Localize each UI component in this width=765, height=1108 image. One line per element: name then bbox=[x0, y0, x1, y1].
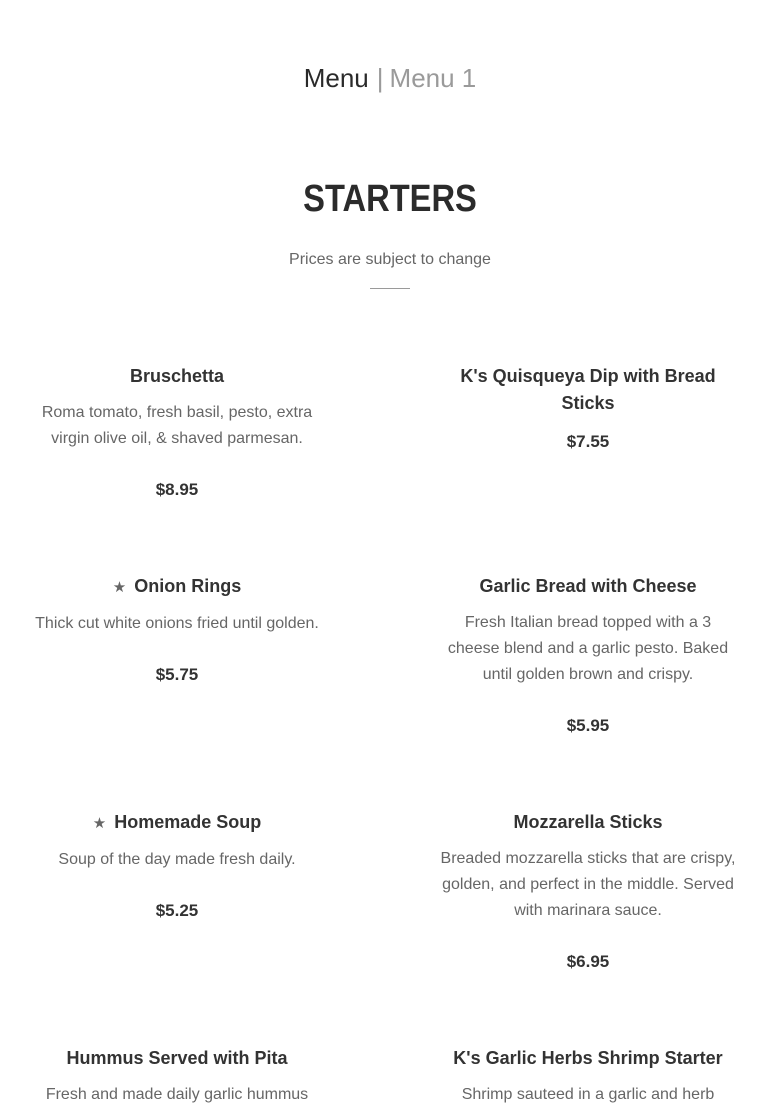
item-description: Soup of the day made fresh daily. bbox=[58, 851, 296, 868]
menu-item-mozzarella-sticks bbox=[423, 809, 753, 974]
item-description: Thick cut white onions fried until golden. bbox=[35, 615, 319, 632]
item-name: Homemade Soup bbox=[114, 812, 262, 832]
menu-item-homemade-soup bbox=[12, 809, 342, 923]
menu-item-bruschetta bbox=[12, 363, 342, 502]
item-name: Onion Rings bbox=[134, 576, 242, 596]
item-price: $5.25 bbox=[155, 901, 199, 920]
breadcrumb-menu-link[interactable]: Menu bbox=[303, 63, 369, 93]
breadcrumb-separator: | bbox=[376, 63, 384, 93]
menu-item-onion-rings bbox=[12, 573, 342, 687]
item-name: K's Garlic Herbs Shrimp Starter bbox=[453, 1048, 723, 1068]
section-title: STARTERS bbox=[303, 178, 477, 220]
item-name-row bbox=[12, 573, 342, 601]
item-name-row bbox=[12, 809, 342, 837]
section-note: Prices are subject to change bbox=[289, 251, 491, 268]
item-price: $8.95 bbox=[155, 480, 199, 499]
item-price: $6.95 bbox=[566, 952, 610, 971]
item-description: Fresh and made daily garlic hummus bbox=[45, 1086, 309, 1103]
breadcrumb bbox=[0, 60, 765, 96]
menu-item-quisqueya-dip bbox=[423, 363, 753, 454]
menu-item-hummus bbox=[12, 1045, 342, 1108]
item-name: K's Quisqueya Dip with Bread Sticks bbox=[460, 366, 716, 413]
item-name: Hummus Served with Pita bbox=[66, 1048, 288, 1068]
item-price: $5.75 bbox=[155, 665, 199, 684]
item-name: Garlic Bread with Cheese bbox=[479, 576, 697, 596]
breadcrumb-current: Menu 1 bbox=[389, 63, 477, 93]
star-icon: ★ bbox=[112, 579, 127, 596]
item-price: $7.55 bbox=[566, 432, 610, 451]
item-name: Bruschetta bbox=[129, 366, 225, 386]
menu-item-garlic-bread bbox=[423, 573, 753, 738]
item-description: Breaded mozzarella sticks that are crispy, golden, and perfect in the middle. Served with marinara sauce. bbox=[440, 850, 736, 919]
item-description: Fresh Italian bread topped with a 3 cheese blend and a garlic pesto. Baked until golden brown and crispy. bbox=[447, 614, 729, 683]
menu-item-garlic-herbs-shrimp bbox=[423, 1045, 753, 1108]
item-name: Mozzarella Sticks bbox=[513, 812, 663, 832]
star-icon: ★ bbox=[92, 815, 107, 832]
item-description: Roma tomato, fresh basil, pesto, extra virgin olive oil, & shaved parmesan. bbox=[41, 404, 313, 447]
item-description: Shrimp sauteed in a garlic and herb bbox=[461, 1086, 715, 1103]
section-divider bbox=[370, 288, 410, 289]
item-price: $5.95 bbox=[566, 716, 610, 735]
